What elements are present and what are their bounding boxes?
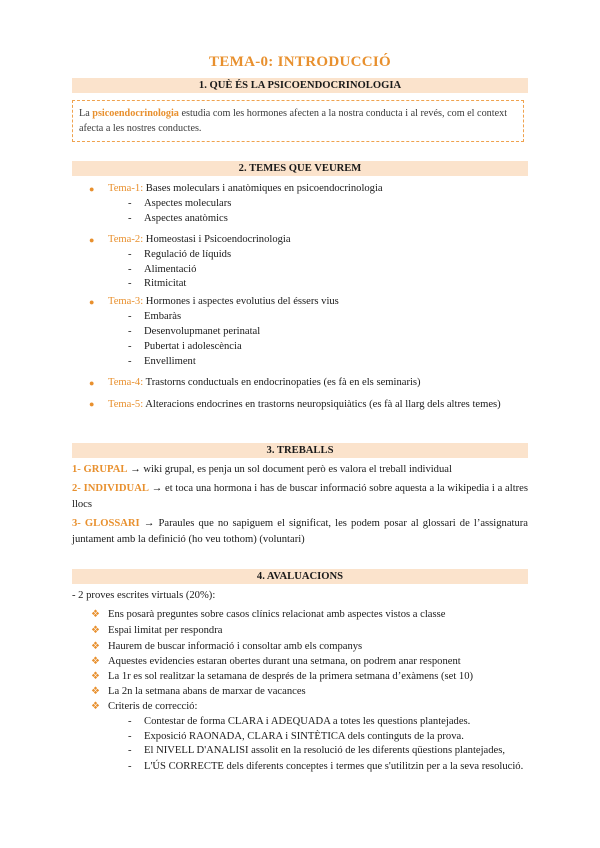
bullet-icon: ● [89, 184, 95, 194]
topic-label: Tema-3: [108, 296, 144, 307]
definition-prefix: La [79, 108, 93, 119]
subtopic: - Pubertat i adolescència [128, 341, 242, 352]
topic-item [108, 233, 528, 247]
topic-item [108, 295, 528, 309]
evaluation-point: Haurem de buscar informació i consoltar amb els companys [108, 641, 363, 652]
subtopic-text: Regulació de líquids [144, 249, 232, 260]
work-text: Paraules que no sapiguem el significat, les podem posar al glossari de l’assignatura juntament amb la definició (ho veu tothom) (voluntari) [72, 518, 529, 546]
subtopic: - Regulació de líquids [128, 249, 232, 260]
work-text: et toca una hormona i has de buscar informació sobre aquesta a la wikipedia i a altres llocs [72, 483, 528, 511]
evaluation-intro: - 2 proves escrites virtuals (20%): [72, 590, 216, 601]
work-label: 2- INDIVIDUAL [72, 483, 149, 494]
diamond-bullet-icon: ❖ [91, 701, 100, 712]
subtopic-text: Pubertat i adolescència [144, 341, 242, 352]
topic-text: Trastorns conductuals en endocrinopaties (es fà en els seminaris) [143, 377, 421, 388]
section-2-heading: 2. TEMES QUE VEUREM [72, 161, 528, 176]
subtopic: - Alimentació [128, 264, 197, 275]
subtopic-text: Ritmicitat [144, 278, 187, 289]
subtopic: - Embaràs [128, 311, 182, 322]
topic-item [108, 182, 528, 196]
criterion-item: - Contestar de forma CLARA i ADEQUADA a totes les questions plantejades. [128, 715, 528, 729]
topic-label: Tema-1: [108, 183, 144, 194]
criterion-item: - L'ÚS CORRECTE dels diferents conceptes i termes que s'utilitzin per a la seva resolució. [128, 759, 528, 775]
subtopic-text: Aspectes moleculars [144, 198, 232, 209]
bullet-icon: ● [89, 297, 95, 307]
criterion-text: El NIVELL D'ANALISI assolit en la resolució de les diferents qüestions plantejades, [144, 745, 506, 756]
section-4-heading: 4. AVALUACIONS [72, 569, 528, 584]
section-3-heading: 3. TREBALLS [72, 443, 528, 458]
section-1-heading: 1. QUÈ ÉS LA PSICOENDOCRINOLOGIA [72, 78, 528, 93]
evaluation-point: La 1r es sol realitzar la setamana de després de la primera setmana d’exàmens (set 10) [108, 671, 474, 682]
evaluation-point: Aquestes evidencies estaran obertes durant una setmana, on podrem anar responent [108, 656, 461, 667]
work-label: 3- GLOSSARI [72, 518, 140, 529]
subtopic-text: Embaràs [144, 311, 182, 322]
diamond-bullet-icon: ❖ [91, 641, 100, 652]
arrow-icon: → [148, 483, 166, 494]
work-item [72, 481, 528, 514]
work-item [72, 516, 528, 549]
arrow-icon: → [127, 464, 144, 475]
topic-label: Tema-2: [108, 234, 144, 245]
diamond-bullet-icon: ❖ [91, 671, 100, 682]
diamond-bullet-icon: ❖ [91, 656, 100, 667]
page-title: TEMA-0: INTRODUCCIÓ [209, 54, 391, 70]
subtopic: - Envelliment [128, 356, 196, 367]
work-item [72, 463, 528, 477]
evaluation-point: La 2n la setmana abans de marxar de vacances [108, 686, 306, 697]
subtopic-text: Envelliment [144, 356, 196, 367]
topic-item [108, 376, 528, 390]
subtopic-text: Aspectes anatòmics [144, 213, 228, 224]
work-label: 1- GRUPAL [72, 464, 128, 475]
topic-label: Tema-4: [108, 377, 144, 388]
subtopic: - Desenvolupmanet perinatal [128, 326, 261, 337]
evaluation-point: Ens posarà preguntes sobre casos clínics relacionat amb aspectes vistos a classe [108, 609, 446, 620]
topic-text: Homeostasi i Psicoendocrinologia [143, 234, 291, 245]
subtopic-text: Alimentació [144, 264, 197, 275]
topic-label: Tema-5: [108, 399, 144, 410]
criterion-text: L'ÚS CORRECTE dels diferents conceptes i termes que s'utilitzin per a la seva resolució. [144, 761, 524, 772]
bullet-icon: ● [89, 235, 95, 245]
subtopic-text: Desenvolupmanet perinatal [144, 326, 261, 337]
subtopic: - Ritmicitat [128, 278, 187, 289]
evaluation-point: Espai limitat per respondra [108, 625, 223, 636]
diamond-bullet-icon: ❖ [91, 609, 100, 620]
bullet-icon: ● [89, 399, 95, 409]
criterion-item: - Exposició RAONADA, CLARA i SINTÈTICA dels continguts de la prova. [128, 730, 528, 744]
criterion-item: - El NIVELL D'ANALISI assolit en la resolució de les diferents qüestions plantejades, [128, 744, 528, 758]
arrow-icon: → [139, 518, 159, 529]
topic-text: Alteracions endocrines en trastorns neuropsiquiàtics (es fà al llarg dels altres temes) [143, 399, 501, 410]
diamond-bullet-icon: ❖ [91, 625, 100, 636]
subtopic: - Aspectes moleculars [128, 198, 232, 209]
bullet-icon: ● [89, 378, 95, 388]
definition-box [72, 100, 524, 142]
criterion-text: Contestar de forma CLARA i ADEQUADA a totes les questions plantejades. [144, 716, 471, 727]
criterion-text: Exposició RAONADA, CLARA i SINTÈTICA dels continguts de la prova. [144, 731, 464, 742]
evaluation-point: Criteris de correcció: [108, 701, 198, 712]
diamond-bullet-icon: ❖ [91, 686, 100, 697]
definition-text: estudia com les hormones afecten a la nostra conducta i al revés, com el context afecta a les nostres conductes. [79, 108, 508, 134]
topic-text: Hormones i aspectes evolutius del éssers vius [143, 296, 339, 307]
topic-item [108, 397, 528, 412]
definition-term: psicoendocrinologia [92, 108, 179, 119]
topic-text: Bases moleculars i anatòmiques en psicoendocrinologia [143, 183, 383, 194]
work-text: wiki grupal, es penja un sol document però es valora el treball individual [143, 464, 452, 475]
subtopic: - Aspectes anatòmics [128, 213, 228, 224]
